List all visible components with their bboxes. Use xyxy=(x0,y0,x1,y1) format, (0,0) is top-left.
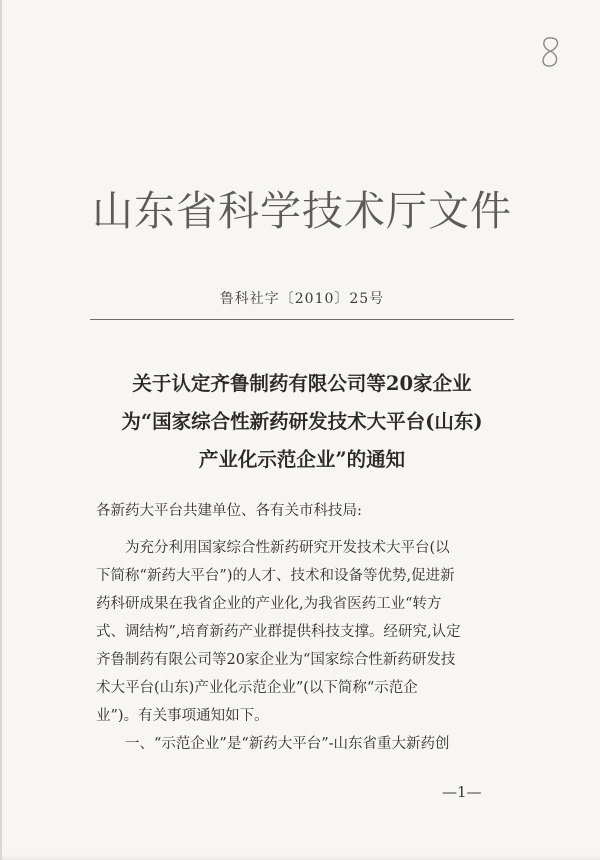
page-number: —1— xyxy=(442,783,482,801)
body-line: 齐鲁制药有限公司等20家企业为“国家综合性新药研发技 xyxy=(96,652,456,668)
body-line: 下简称“新药大平台”)的人才、技术和设备等优势,促进新 xyxy=(96,568,455,584)
notice-title-line-3: 产业化示范企业”的通知 xyxy=(198,448,406,471)
body-line: 式、调结构”,培育新药产业群提供科技支撑。经研究,认定 xyxy=(96,624,461,640)
salutation: 各新药大平台共建单位、各有关市科技局: xyxy=(96,503,362,519)
notice-title-line-2: 为“国家综合性新药研发技术大平台(山东) xyxy=(121,410,483,433)
body-line: 业”)。有关事项通知如下。 xyxy=(96,708,269,724)
handwritten-page-mark xyxy=(536,34,564,70)
notice-title xyxy=(2,365,600,479)
paragraph-2 xyxy=(96,730,516,758)
scan-edge-shadow xyxy=(2,854,600,860)
paragraph-1 xyxy=(96,534,516,730)
body-line: 术大平台(山东)产业化示范企业”(以下简称“示范企 xyxy=(96,680,418,696)
body-text xyxy=(96,534,516,758)
body-line: 一、“示范企业”是“新药大平台”-山东省重大新药创 xyxy=(96,736,450,752)
agency-title: 山东省科学技术厅文件 xyxy=(92,187,512,235)
body-line: 药科研成果在我省企业的产业化,为我省医药工业“转方 xyxy=(96,596,442,612)
header-divider xyxy=(90,319,514,320)
body-line: 为充分利用国家综合性新药研究开发技术大平台(以 xyxy=(96,540,450,556)
document-number: 鲁科社字〔2010〕25号 xyxy=(219,291,385,307)
notice-title-line-1: 关于认定齐鲁制药有限公司等20家企业 xyxy=(132,372,472,395)
